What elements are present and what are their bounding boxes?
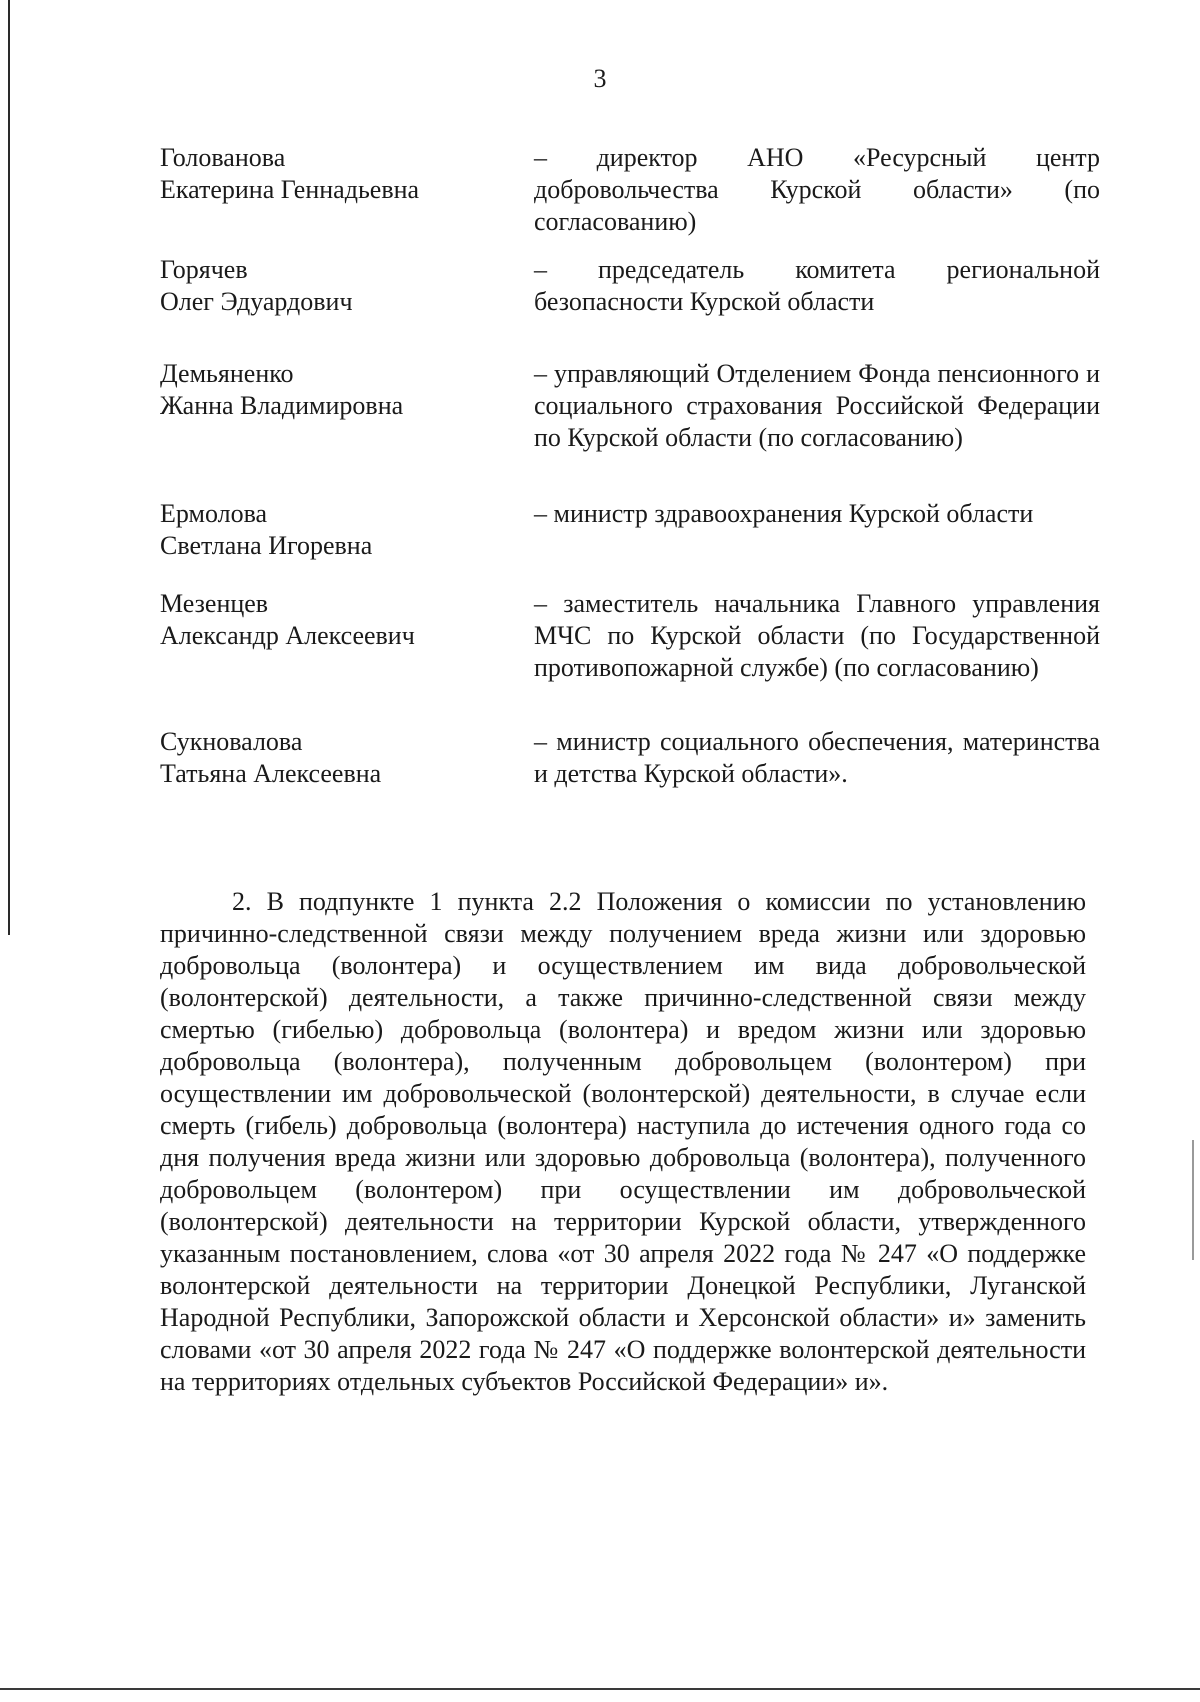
member-name [160,358,520,422]
member-role: – директор АНО «Ресурсный центр добровольчества Курской области» (по согласованию) [534,143,1100,236]
member-surname: Демьяненко [160,359,294,388]
member-role: – управляющий Отделением Фонда пенсионного и социального страхования Российской Федерации по Курской области (по согласованию) [534,359,1100,452]
member-given-names: Жанна Владимировна [160,391,404,420]
paragraph-2: 2. В подпункте 1 пункта 2.2 Положения о комиссии по установлению причинно-следственной связи между получением вреда жизни или здоровью добровольца (волонтера) и осуществлением им вида добровольческой (волонтерской) деятельности, а также причинно-следственной связи между смертью (гибелью) добровольца (волонтера) и вредом жизни или здоровью добровольца (волонтера), полученным добровольцем (волонтером) при осуществлении им добровольческой (волонтерской) деятельности, в случае если смерть (гибель) добровольца (волонтера) наступила до истечения одного года со дня получения вреда жизни или здоровью добровольца (волонтера), полученного добровольцем (волонтером) при осуществлении им добровольческой (волонтерской) деятельности на территории Курской области, утвержденного указанным постановлением, слова «от 30 апреля 2022 года № 247 «О поддержке волонтерской деятельности на территории Донецкой Республики, Луганской Народной Республики, Запорожской области и Херсонской области» и» заменить словами «от 30 апреля 2022 года № 247 «О поддержке волонтерской деятельности на территориях отдельных субъектов Российской Федерации» и». [160,887,1086,1396]
member-role: – заместитель начальника Главного управления МЧС по Курской области (по Государственной противопожарной службе) (по согласованию) [534,589,1100,682]
member-surname: Ермолова [160,499,268,528]
member-given-names: Олег Эдуардович [160,287,353,316]
page-number: 3 [593,64,607,93]
member-name [160,254,520,318]
scan-edge-bottom [0,1688,1200,1690]
scan-edge-left [8,0,10,935]
member-name [160,142,520,206]
member-name [160,726,520,790]
member-surname: Мезенцев [160,589,269,618]
member-given-names: Татьяна Алексеевна [160,759,382,788]
scan-edge-right [1192,1140,1194,1260]
member-name [160,588,520,652]
member-surname: Сукновалова [160,727,303,756]
member-surname: Голованова [160,143,286,172]
member-surname: Горячев [160,255,248,284]
member-given-names: Екатерина Геннадьевна [160,175,420,204]
member-name [160,498,520,562]
member-role: – председатель комитета региональной безопасности Курской области [534,255,1100,316]
member-given-names: Светлана Игоревна [160,531,373,560]
member-role: – министр здравоохранения Курской области [534,499,1034,528]
member-role: – министр социального обеспечения, материнства и детства Курской области». [534,727,1100,788]
member-given-names: Александр Алексеевич [160,621,415,650]
